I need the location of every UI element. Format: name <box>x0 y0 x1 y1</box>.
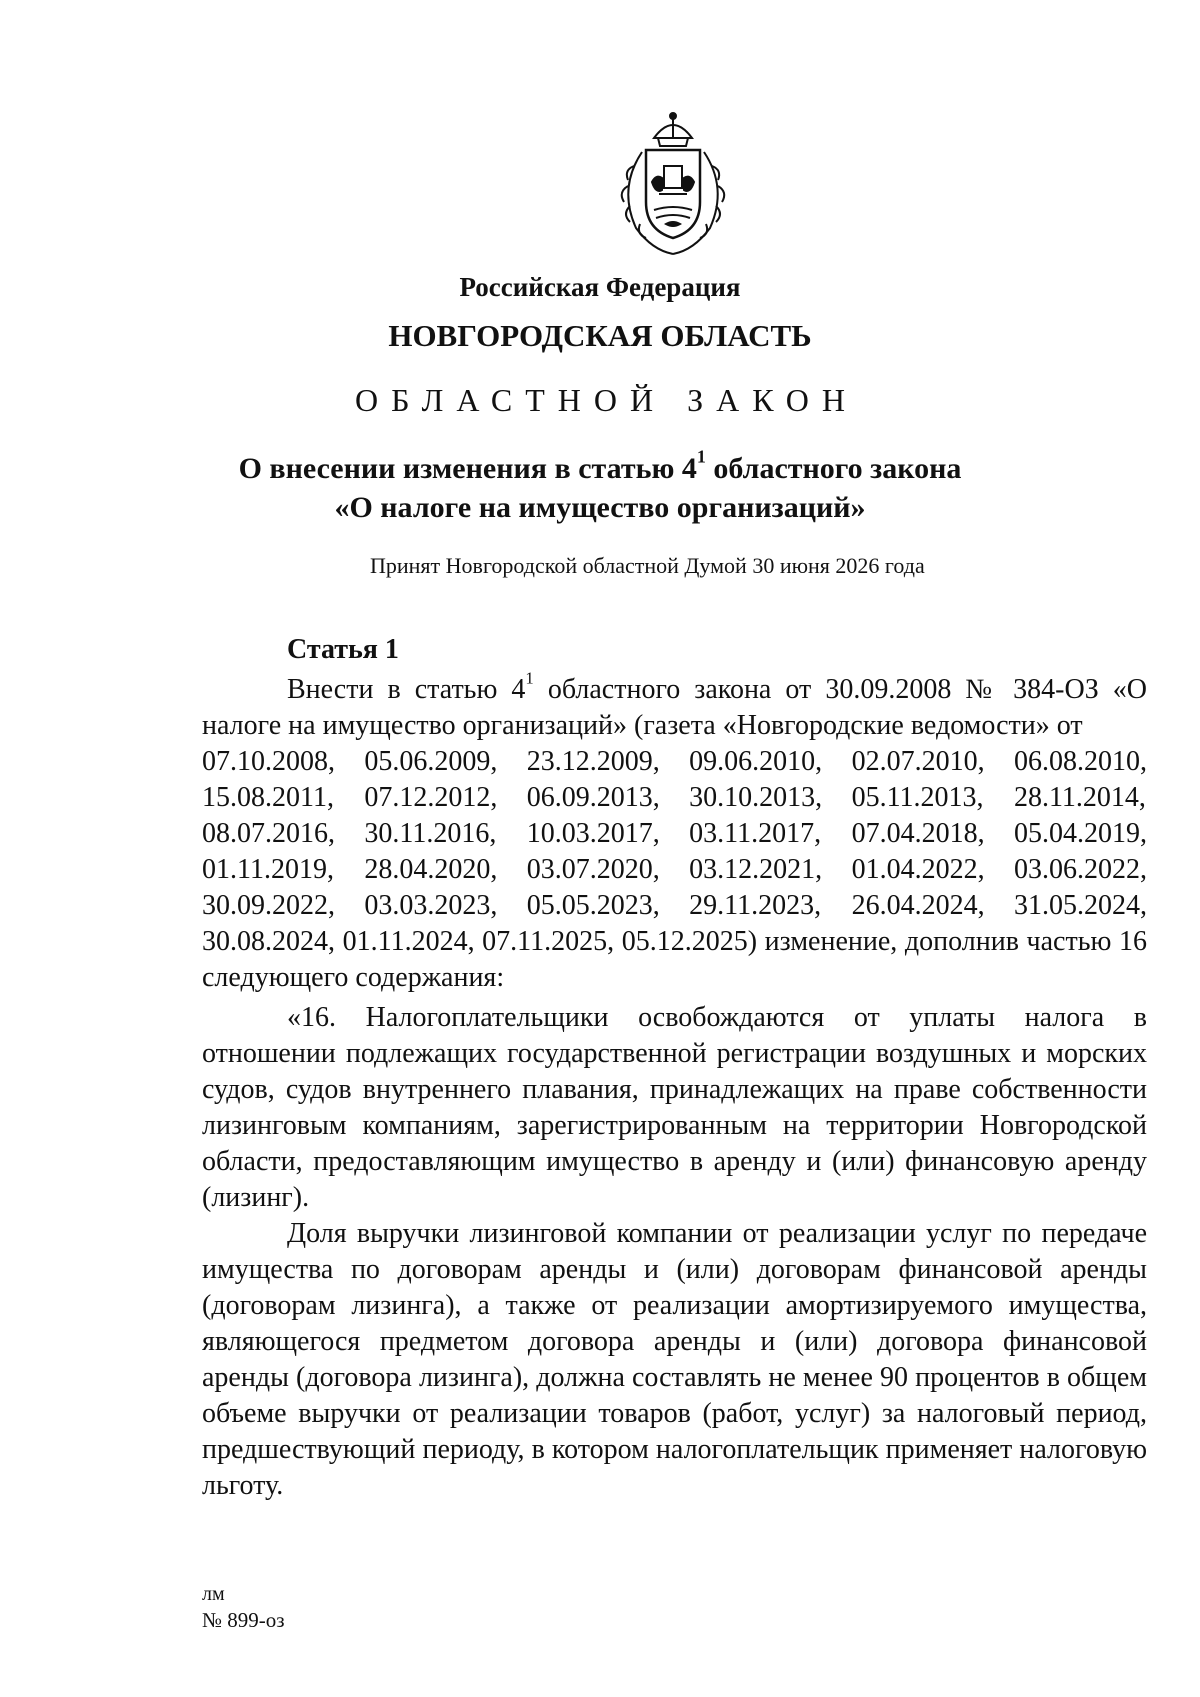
publication-date: 01.04.2022, <box>851 854 985 885</box>
publication-date: 15.08.2011, <box>202 782 334 813</box>
publication-date: 03.12.2021, <box>689 854 823 885</box>
intro-text-suffix: областного закона от 30.09.2008 № 384-ОЗ «О налоге на имущество организаций» (газета «Новгородские ведомости» от <box>202 674 1147 741</box>
publication-date: 10.03.2017, <box>526 818 660 849</box>
publication-date: 28.04.2020, <box>364 854 498 885</box>
country-name: Российская Федерация <box>459 272 741 302</box>
article-superscript: 1 <box>525 668 534 688</box>
publication-date: 30.10.2013, <box>689 782 823 813</box>
executor-initials: лм <box>202 1583 225 1605</box>
publication-date: 06.08.2010, <box>1013 746 1147 777</box>
region-name: НОВГОРОДСКАЯ ОБЛАСТЬ <box>388 318 812 353</box>
publication-date: 05.04.2019, <box>1013 818 1147 849</box>
publication-date: 01.11.2019, <box>202 854 334 885</box>
coat-of-arms-icon <box>612 108 734 258</box>
publication-date: 28.11.2014, <box>1013 782 1146 813</box>
law-type: ОБЛАСТНОЙ ЗАКОН <box>354 382 859 418</box>
publication-date: 07.10.2008, <box>202 746 335 777</box>
publication-date: 31.05.2024, <box>1013 890 1147 921</box>
publication-dates <box>202 744 1147 924</box>
publication-date: 09.06.2010, <box>689 746 823 777</box>
article-paragraph-3 <box>202 1216 1147 1504</box>
publication-date: 05.06.2009, <box>364 746 498 777</box>
publication-date: 02.07.2010, <box>851 746 985 777</box>
publication-date: 05.11.2013, <box>851 782 984 813</box>
publication-date: 06.09.2013, <box>526 782 660 813</box>
publication-date: 23.12.2009, <box>526 746 660 777</box>
law-number: № 899-оз <box>202 1608 285 1632</box>
publication-date: 03.06.2022, <box>1013 854 1147 885</box>
article-paragraph-1 <box>202 668 1147 996</box>
title-text: О внесении изменения в статью 4 <box>238 452 697 485</box>
publication-date: 29.11.2023, <box>689 890 822 921</box>
publication-date: 07.04.2018, <box>851 818 985 849</box>
publication-date: 03.03.2023, <box>364 890 498 921</box>
title-text-suffix: областного закона <box>705 452 962 485</box>
paragraph-intro <box>202 668 1147 744</box>
title-superscript: 1 <box>696 446 706 467</box>
publication-date: 30.11.2016, <box>364 818 497 849</box>
publication-date: 03.11.2017, <box>689 818 822 849</box>
law-title-line1 <box>0 446 1200 486</box>
publication-date: 26.04.2024, <box>851 890 985 921</box>
article-heading: Статья 1 <box>287 634 399 665</box>
paragraph-part-16: «16. Налогоплательщики освобождаются от уплаты налога в отношении подлежащих государственной регистрации воздушных и морских судов, судов внутреннего плавания, принадлежащих на праве собственности лизинговым компаниям, зарегистрированным на территории Новгородской области, предоставляющим имущество в аренду и (или) финансовую аренду (лизинг). <box>202 1002 1147 1213</box>
paragraph-intro-tail: 30.08.2024, 01.11.2024, 07.11.2025, 05.12.2025) изменение, дополнив частью 16 следующего содержания: <box>202 926 1147 993</box>
publication-date: 08.07.2016, <box>202 818 335 849</box>
publication-date: 03.07.2020, <box>526 854 660 885</box>
law-title-line2: «О налоге на имущество организаций» <box>334 491 866 524</box>
intro-text: Внести в статью 4 <box>287 674 526 705</box>
publication-date: 07.12.2012, <box>364 782 498 813</box>
article-paragraph-2 <box>202 1000 1147 1216</box>
publication-date: 30.09.2022, <box>202 890 335 921</box>
adoption-line: Принят Новгородской областной Думой 30 июня 2026 года <box>370 553 925 578</box>
paragraph-revenue-share: Доля выручки лизинговой компании от реализации услуг по передаче имущества по договорам аренды и (или) договорам финансовой аренды (договорам лизинга), а также от реализации амортизируемого имущества, являющегося предметом договора аренды и (или) договора финансовой аренды (договора лизинга), должна составлять не менее 90 процентов в общем объеме выручки от реализации товаров (работ, услуг) за налоговый период, предшествующий периоду, в котором налогоплательщик применяет налоговую льготу. <box>202 1218 1147 1501</box>
publication-date: 05.05.2023, <box>526 890 660 921</box>
